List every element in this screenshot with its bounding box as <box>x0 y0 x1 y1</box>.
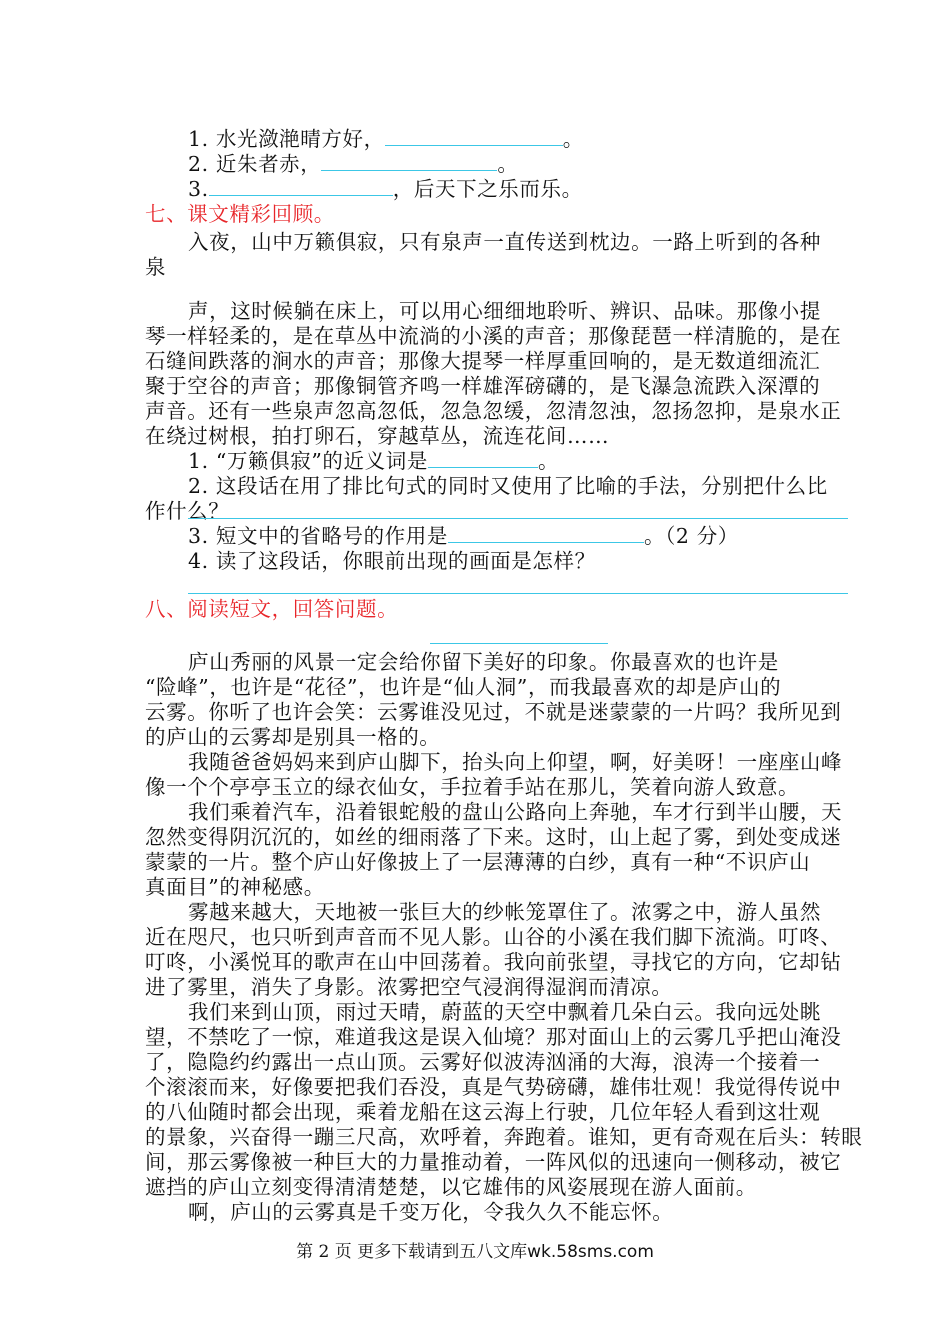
question-text: ，后天下之乐而乐。 <box>392 177 583 201</box>
passage-line: 的庐山的云雾却是别具一格的。 <box>145 725 441 749</box>
passage-line: 忽然变得阴沉沉的，如丝的细雨落了下来。这时，山上起了雾，到处变成迷 <box>145 825 842 849</box>
passage-line: 雾越来越大，天地被一张巨大的纱帐笼罩住了。浓雾之中，游人虽然 <box>188 900 821 924</box>
passage-line: “险峰”，也许是“花径”，也许是“仙人洞”，而我最喜欢的却是庐山的 <box>145 675 782 699</box>
fill-blank-question-3 <box>188 175 583 203</box>
passage-line: 了，隐隐约约露出一点山顶。云雾好似波涛汹涌的大海，浪涛一个接着一 <box>145 1050 821 1074</box>
answer-blank[interactable] <box>209 177 393 196</box>
passage-line: 啊，庐山的云雾真是千变万化，令我久久不能忘怀。 <box>188 1200 674 1224</box>
passage-line: 间，那云雾像被一种巨大的力量推动着，一阵风似的迅速向一侧移动，被它 <box>145 1150 842 1174</box>
comprehension-question-4: 4. 读了这段话，你眼前出现的画面是怎样？ <box>188 549 596 573</box>
comprehension-question-1 <box>188 447 559 475</box>
passage-line: 个滚滚而来，好像要把我们吞没，真是气势磅礴，雄伟壮观！我觉得传说中 <box>145 1075 842 1099</box>
question-text: 2. 近朱者赤， <box>188 152 322 176</box>
passage-line: 我随爸爸妈妈来到庐山脚下，抬头向上仰望，啊，好美呀！一座座山峰 <box>188 750 843 774</box>
passage-line: 的景象，兴奋得一蹦三尺高，欢呼着，奔跑着。谁知，更有奇观在后头：转眼 <box>145 1125 863 1149</box>
passage-line: 我们来到山顶，雨过天晴，蔚蓝的天空中飘着几朵白云。我向远处眺 <box>188 1000 821 1024</box>
question-text: 3. <box>188 177 209 201</box>
passage-line: 聚于空谷的声音；那像铜管齐鸣一样雄浑磅礴的，是飞瀑急流跌入深潭的 <box>145 374 821 398</box>
fill-blank-question-2 <box>188 150 519 178</box>
passage-line: 像一个个亭亭玉立的绿衣仙女，手拉着手站在那儿，笑着向游人致意。 <box>145 775 800 799</box>
question-text: 。 <box>497 152 519 176</box>
fill-blank-question-1 <box>188 125 584 153</box>
title-blank[interactable] <box>430 643 608 644</box>
passage-line: 进了雾里，消失了身影。浓雾把空气浸润得湿润而清凉。 <box>145 975 673 999</box>
download-link[interactable]: wk.58sms.com <box>527 1242 654 1262</box>
comprehension-question-3 <box>188 522 739 550</box>
passage-line: 蒙蒙的一片。整个庐山好像披上了一层薄薄的白纱，真有一种“不识庐山 <box>145 850 811 874</box>
section-8-heading: 八、阅读短文，回答问题。 <box>145 597 399 621</box>
passage-line: 泉 <box>145 255 167 279</box>
comprehension-question-2: 2. 这段话在用了排比句式的同时又使用了比喻的手法，分别把什么比 <box>188 474 828 498</box>
question-text: 。（2 分） <box>643 524 739 548</box>
passage-line: 石缝间跌落的涧水的声音；那像大提琴一样厚重回响的，是无数道细流汇 <box>145 349 821 373</box>
comprehension-question-2-cont: 作什么？ <box>145 499 230 523</box>
passage-line: 声音。还有一些泉声忽高忽低，忽急忽缓，忽清忽浊，忽扬忽抑，是泉水正 <box>145 399 842 423</box>
passage-line: 我们乘着汽车，沿着银蛇般的盘山公路向上奔驰，车才行到半山腰，天 <box>188 800 843 824</box>
answer-blank[interactable] <box>448 524 644 543</box>
passage-line: 云雾。你听了也许会笑：云雾谁没见过，不就是迷蒙蒙的一片吗？我所见到 <box>145 700 842 724</box>
passage-line: 真面目”的神秘感。 <box>145 875 325 899</box>
passage-line: 望，不禁吃了一惊，难道我这是误入仙境？那对面山上的云雾几乎把山淹没 <box>145 1025 842 1049</box>
passage-line: 在绕过树根，拍打卵石，穿越草丛，流连花间…… <box>145 424 610 448</box>
page-footer <box>0 1240 950 1264</box>
answer-blank[interactable] <box>428 449 538 468</box>
answer-blank[interactable] <box>385 127 563 146</box>
passage-line: 庐山秀丽的风景一定会给你留下美好的印象。你最喜欢的也许是 <box>188 650 779 674</box>
passage-line: 近在咫尺，也只听到声音而不见人影。山谷的小溪在我们脚下流淌。叮咚、 <box>145 925 842 949</box>
answer-line[interactable] <box>188 593 848 594</box>
page-number: 第 2 页 更多下载请到五八文库 <box>296 1242 528 1262</box>
question-text: 1. 水光潋滟晴方好， <box>188 127 385 151</box>
question-text: 。 <box>537 449 560 473</box>
passage-line: 的八仙随时都会出现，乘着龙船在这云海上行驶，几位年轻人看到这壮观 <box>145 1100 821 1124</box>
section-7-heading: 七、课文精彩回顾。 <box>145 202 335 226</box>
passage-line: 琴一样轻柔的，是在草丛中流淌的小溪的声音；那像琵琶一样清脆的，是在 <box>145 324 842 348</box>
answer-line[interactable] <box>188 518 848 519</box>
question-text: 1. “万籁俱寂”的近义词是 <box>188 449 428 473</box>
question-text: 3. 短文中的省略号的作用是 <box>188 524 448 548</box>
passage-line: 叮咚，小溪悦耳的歌声在山中回荡着。我向前张望，寻找它的方向，它却钻 <box>145 950 842 974</box>
passage-line: 遮挡的庐山立刻变得清清楚楚，以它雄伟的风姿展现在游人面前。 <box>145 1175 757 1199</box>
question-text: 。 <box>562 127 584 151</box>
passage-line: 声，这时候躺在床上，可以用心细细地聆听、辨识、品味。那像小提 <box>188 299 821 323</box>
passage-line: 入夜，山中万籁俱寂，只有泉声一直传送到枕边。一路上听到的各种 <box>188 230 821 254</box>
answer-blank[interactable] <box>321 152 497 171</box>
